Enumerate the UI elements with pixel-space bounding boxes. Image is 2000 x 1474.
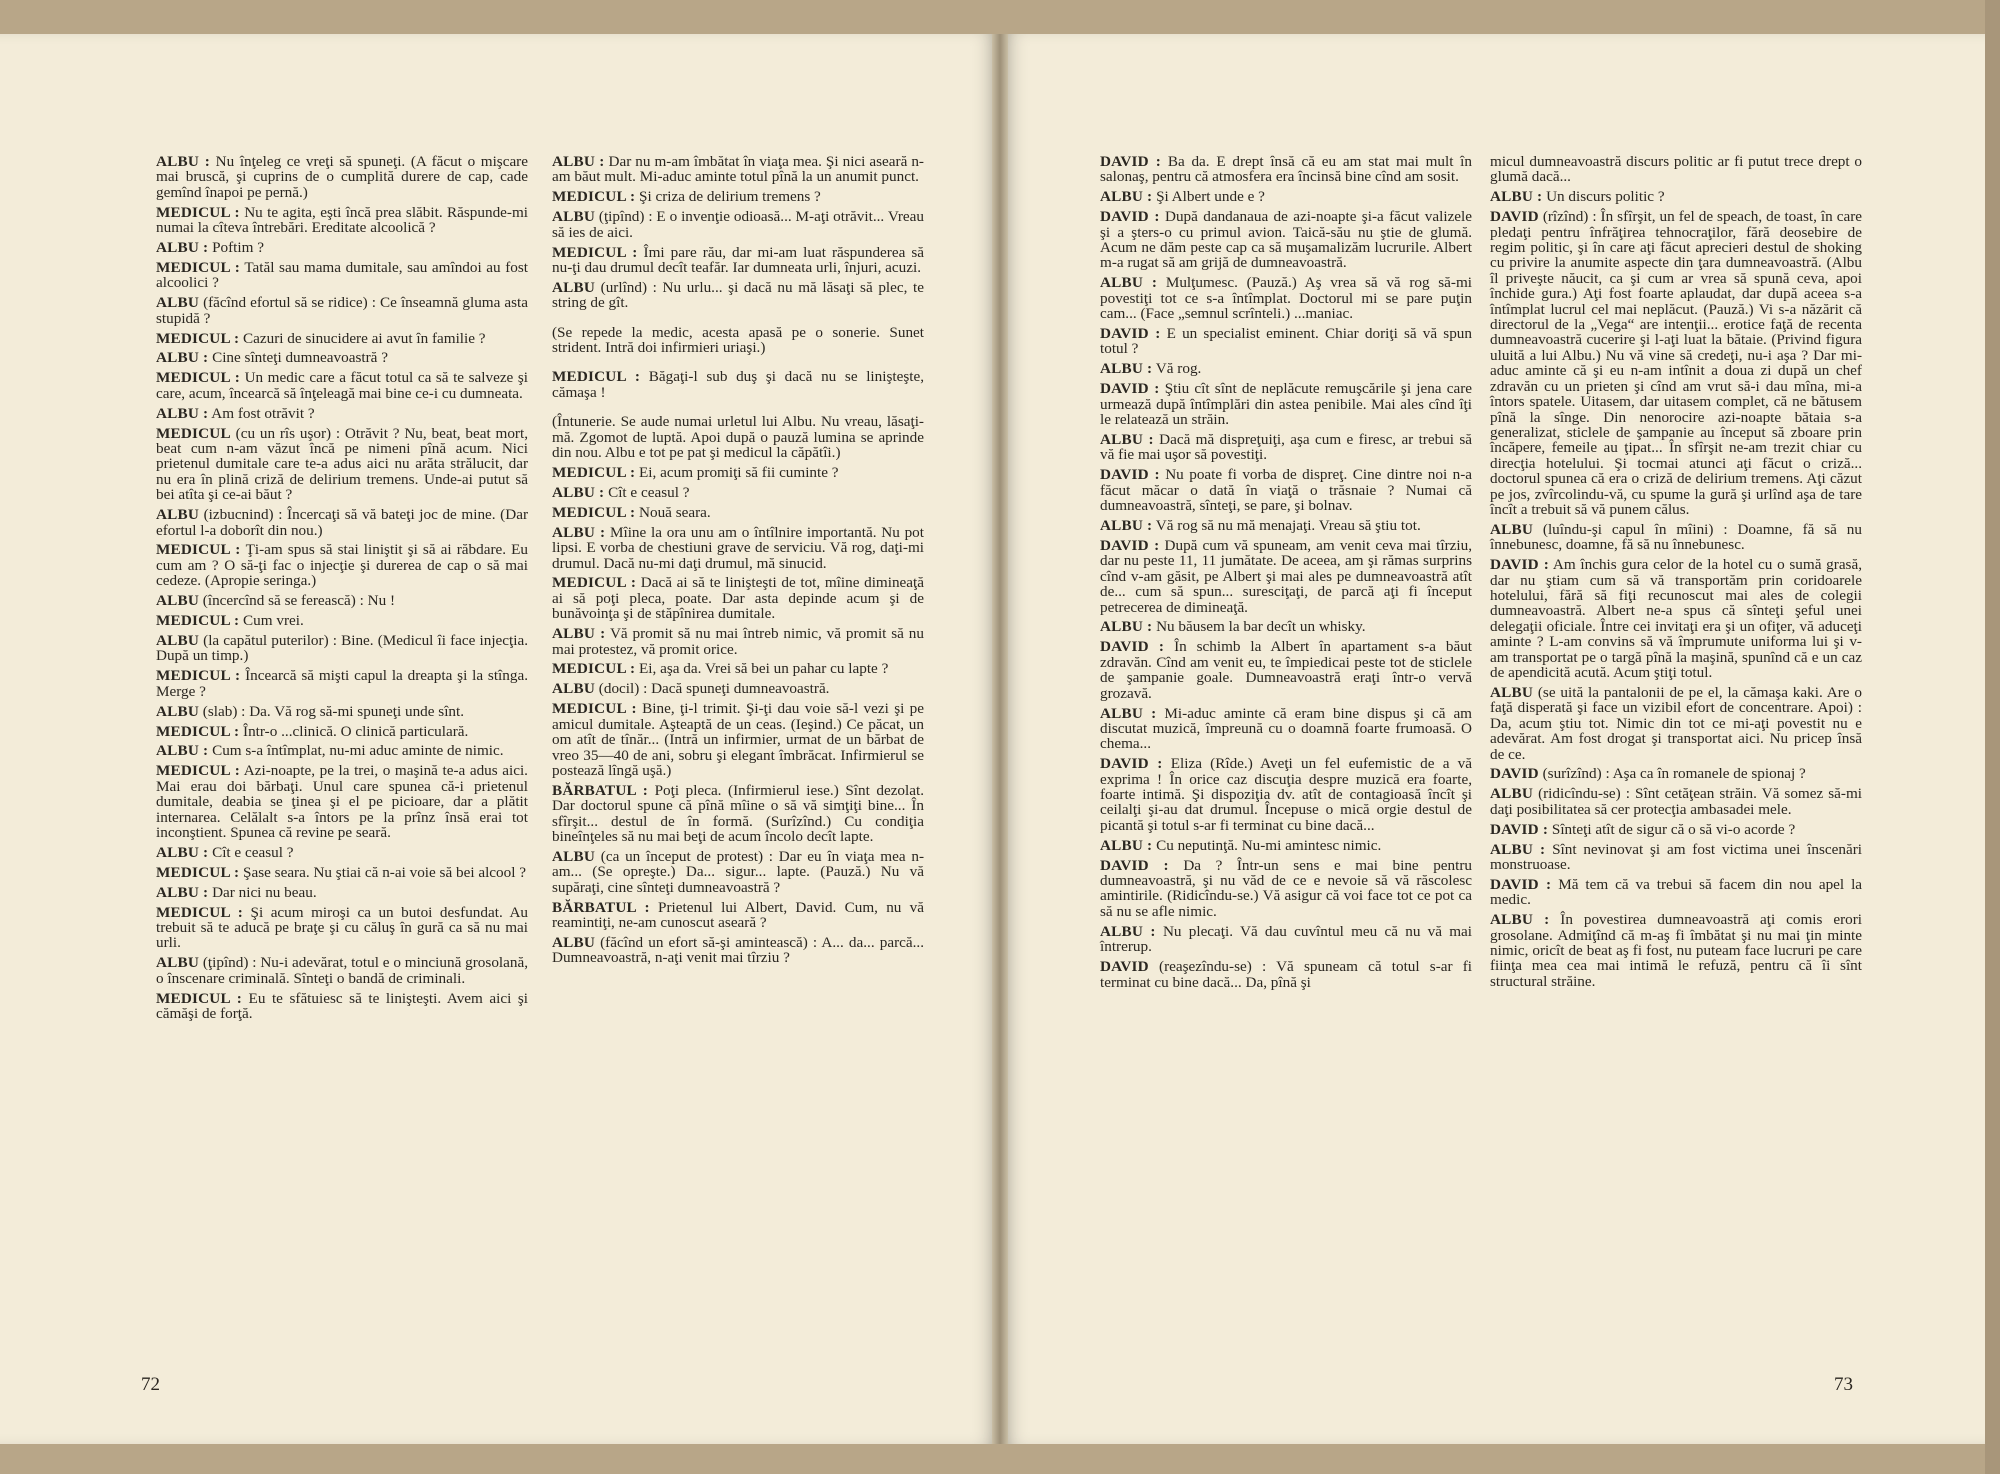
line-text: Dar nu m-am îmbătat în viaţa mea. Şi nici aseară n-am băut mult. Mi-aduc aminte totul pînă la un anumit punct. (552, 153, 924, 186)
speaker-name: ALBU (552, 208, 595, 226)
line-text: Cazuri de sinucidere ai avut în familie ? (243, 329, 486, 347)
dialogue-line (156, 991, 528, 1022)
speaker-name: MEDICUL : (156, 722, 240, 740)
line-text: (ca un început de protest) : Dar eu în viaţa mea n-am... (Se opreşte.) Da... sigur... lapte. (Pauză.) Nu vă supăraţi, cine sînteţi dumneavoastră ? (552, 847, 924, 896)
dialogue-line (1100, 326, 1472, 357)
book-gutter (992, 34, 1008, 1444)
speaker-name: MEDICUL : (156, 667, 241, 685)
dialogue-line (552, 783, 924, 845)
speaker-name: DAVID : (1100, 536, 1160, 554)
dialogue-line (1490, 822, 1862, 837)
speaker-name: ALBU : (156, 742, 209, 760)
right-page-column-2 (1490, 154, 1862, 994)
dialogue-line (1490, 557, 1862, 680)
line-text: Şi Albert unde e ? (1156, 188, 1265, 206)
dialogue-line (1100, 756, 1472, 833)
dialogue-line (156, 613, 528, 628)
dialogue-line (1100, 924, 1472, 955)
stage-direction (1490, 154, 1862, 185)
speaker-name: MEDICUL : (156, 258, 241, 276)
speaker-name: ALBU : (1490, 188, 1543, 206)
line-text: micul dumneavoastră discurs politic ar fi putut trece drept o glumă dacă... (1490, 153, 1862, 186)
speaker-name: ALBU (1490, 520, 1533, 538)
speaker-name: MEDICUL : (156, 329, 240, 347)
line-text: (încercînd să se ferească) : Nu ! (202, 592, 396, 610)
book-cover-top (0, 0, 2000, 34)
speaker-name: ALBU : (1100, 360, 1153, 378)
dialogue-line (1100, 189, 1472, 204)
speaker-name: MEDICUL : (156, 903, 243, 921)
line-text: Bine, ţi-l trimit. Şi-ţi dau voie să-l vezi şi pe amicul dumitale. Aşteaptă de un ceas. (Ieşind.) Ce păcat, un om atît de tînăr... (Intră un infirmier, urmat de un bărbat de vreo 35—40 de ani, sobru şi elegant îmbrăcat. Infirmierul se postează lîngă uşă.) (552, 700, 925, 779)
speaker-name: ALBU (1490, 785, 1533, 803)
speaker-name: ALBU : (156, 883, 209, 901)
speaker-name: ALBU : (1100, 517, 1153, 535)
speaker-name: ALBU : (1100, 274, 1158, 292)
line-text: (rîzînd) : În sfîrşit, un fel de speach, de toast, în care pledaţi pentru înfrăţirea tehnocraţilor, fără deosebire de regim politic, şi în care aţi făcut aprecieri destul de shoking cu privire la anumite aspecte din ţara dumneavoastră. (Albu îl priveşte năucit, ca şi cum ar vrea să spună ceva, apoi închide gura.) Aţi fost foarte aplaudat, dar după aceea s-a întîmplat lucrul cel mai neplăcut. (Pauză.) Vi s-a năzărit că directorul de la „Vega“ are intenţii... erotice faţă de recenta dumneavoastră cucerire şi l-aţi luat la bătaie. (Privind figura uluită a lui Albu.) Nu vă vine să credeţi, nu-i aşa ? Dar mi-aduc aminte că şi eu n-am intînit a doua zi după un chef zdravăn cu un prieten şi cînd am vrut să-i dau mîna, mi-a întors spatele. Uitasem, dar uitasem complet, că ne bătusem pînă la sînge. Din nenorocire azi-noapte bătaia s-a generalizat, sticlele de şampanie au început să zboare prin încăpere, femeile au ţipat... În sfîrşit ne-am trezit chiar cu direcţia hotelului. Şi tocmai atunci aţi făcut o criză... doctorul spunea că era o criză de delirium tremens. Aţi căzut pe jos, zvîrcolindu-vă, cu spume la gură şi urlînd aşa de tare încît a trebuit să vă punem călus. (1490, 208, 1862, 518)
dialogue-line (552, 505, 924, 520)
line-text: Ştiu cît sînt de neplăcute remuşcările şi jena care urmează după întîmplări din astea penibile. Mai ales cînd îţi le relatează un străin. (1100, 380, 1473, 429)
dialogue-line (156, 205, 528, 236)
dialogue-line (1490, 786, 1862, 817)
line-text: Cum vrei. (243, 612, 304, 630)
line-text: Eu te sfătuiesc să te linişteşti. Avem aici şi cămăşi de forţă. (156, 989, 528, 1022)
dialogue-line (156, 426, 528, 503)
line-text: Am fost otrăvit ? (211, 404, 315, 422)
speaker-name: ALBU : (552, 483, 605, 501)
line-text: (făcînd un efort să-şi amintească) : A... da... parcă... Dumneavoastră, n-aţi venit mai tîrziu ? (552, 933, 925, 967)
line-text: Ei, aşa da. Vrei să bei un pahar cu lapte ? (639, 660, 889, 678)
dialogue-line (552, 900, 924, 931)
line-text: Mă tem că va trebui să facem din nou apel la medic. (1490, 875, 1863, 909)
dialogue-line (156, 865, 528, 880)
dialogue-line (552, 661, 924, 676)
line-text: Încearcă să mişti capul la dreapta şi la stînga. Merge ? (156, 667, 528, 700)
line-text: (făcînd efortul să se ridice) : Ce înseamnă gluma asta stupidă ? (156, 294, 529, 327)
speaker-name: ALBU : (552, 153, 605, 170)
dialogue-line (156, 885, 528, 900)
line-text: Şi acum miroşi ca un butoi desfundat. Au trebuit să te aducă pe braţe şi cu căluş în gură ca să nu mai urli. (156, 903, 529, 952)
line-text: Nu băusem la bar decît un whisky. (1156, 618, 1366, 636)
speaker-name: ALBU (1490, 683, 1533, 701)
speaker-name: MEDICUL : (552, 188, 636, 206)
speaker-name: ALBU : (1100, 836, 1153, 854)
dialogue-line (552, 189, 924, 204)
line-text: Mi-aduc aminte că eram bine dispus şi că am discutat muzică, împreună cu o doamnă foarte frumoasă. O chema... (1100, 704, 1472, 753)
right-page-column-1 (1100, 154, 1472, 994)
dialogue-line (156, 154, 528, 200)
line-text: Am închis gura celor de la hotel cu o sumă grasă, dar nu ştiam cum să vă transportăm prin coridoarele hotelului, fără să fiţi recunoscut mai ales de colegii dumneavoastră. Albert ne-a spus că sînteţi şeful unei delegaţii oficiale. Între cei invitaţi era şi un ofiţer, vă aduceţi aminte ? L-am convins să vă împrumute uniforma lui şi v-am transportat pe o targă pînă la maşină, spunînd că e un caz de apendicită acută. Acum ştiţi totul. (1490, 556, 1863, 681)
line-text: Şase seara. Nu ştiai că n-ai voie să bei alcool ? (243, 863, 526, 881)
dialogue-line (156, 743, 528, 758)
dialogue-line (156, 240, 528, 255)
dialogue-line (156, 507, 528, 538)
speaker-name: BĂRBATUL : (552, 898, 650, 916)
line-text: E un specialist eminent. Chiar doriţi să vă spun totul ? (1100, 325, 1472, 358)
line-text: Un discurs politic ? (1546, 188, 1665, 206)
line-text: (ţipînd) : Nu-i adevărat, totul e o minciună grosolană, o înscenare criminală. Sînteţi o bandă de criminali. (156, 954, 528, 987)
line-text: (slab) : Da. Vă rog să-mi spuneţi unde sînt. (202, 702, 465, 720)
line-text: (Întunerie. Se aude numai urletul lui Albu. Nu vreau, lăsaţi-mă. Zgomot de luptă. Apoi după o pauză lumina se aprinde din nou. Albu e tot pe pat şi medicul la căpătîi.) (552, 413, 924, 462)
line-text: Şi criza de delirium tremens ? (639, 188, 821, 206)
dialogue-line (552, 465, 924, 480)
line-text: Poftim ? (212, 239, 264, 257)
line-text: (reaşezîndu-se) : Vă spuneam că totul s-ar fi terminat cu bine dacă... Da, pînă şi (1100, 958, 1473, 991)
dialogue-line (552, 701, 924, 778)
dialogue-line (156, 668, 528, 699)
speaker-name: ALBU : (552, 625, 606, 643)
line-text: Îmi pare rău, dar mi-am luat răspunderea să nu-ţi dau drumul decît teafăr. Iar dumneata urli, înjuri, acuzi. (552, 243, 924, 276)
line-text: (ţipînd) : E o invenţie odioasă... M-aţi otrăvit... Vreau să ies de aici. (552, 208, 925, 241)
speaker-name: MEDICUL : (156, 541, 241, 559)
speaker-name: ALBU (156, 506, 199, 524)
speaker-name: MEDICUL : (552, 574, 637, 592)
dialogue-line (1490, 766, 1862, 781)
speaker-name: MEDICUL : (156, 369, 240, 387)
dialogue-line (1490, 842, 1862, 873)
speaker-name: ALBU : (156, 349, 209, 367)
speaker-name: MEDICUL : (156, 612, 240, 630)
dialogue-line (156, 593, 528, 608)
dialogue-line (552, 575, 924, 621)
dialogue-line (156, 845, 528, 860)
speaker-name: MEDICUL : (552, 368, 641, 386)
speaker-name: ALBU : (156, 843, 209, 861)
dialogue-line (1100, 518, 1472, 533)
dialogue-line (1100, 275, 1472, 321)
dialogue-line (1100, 209, 1472, 271)
speaker-name: ALBU : (1490, 911, 1550, 929)
line-text: Vă rog să nu mă menajaţi. Vreau să ştiu tot. (1155, 517, 1421, 535)
line-text: Da ? Într-un sens e mai bine pentru dumneavoastră, şi nu văd de ce e nevoie să vă răscolesc amintirile. (Ridicîndu-se.) Vă asigur că voi face tot ce pot ca să nu se afle nimic. (1100, 856, 1472, 920)
dialogue-line (1100, 467, 1472, 513)
dialogue-line (1490, 209, 1862, 517)
speaker-name: DAVID : (1100, 638, 1165, 656)
line-text: Nu plecaţi. Vă dau cuvîntul meu că nu vă mai întrerup. (1100, 922, 1472, 956)
speaker-name: MEDICUL : (552, 243, 638, 261)
dialogue-line (1490, 912, 1862, 989)
speaker-name: DAVID : (1100, 208, 1160, 226)
speaker-name: ALBU (156, 954, 199, 972)
line-text: În schimb la Albert în apartament s-a băut zdravăn. Cînd am venit eu, te împiedicai peste tot de sticlele de şampanie goale. Dumneavoastră eraţi într-o vervă grozavă. (1100, 638, 1473, 702)
line-text: Cine sînteţi dumneavoastră ? (212, 349, 388, 367)
line-text: (docil) : Dacă spuneţi dumneavoastră. (598, 680, 830, 698)
right-page-number: 73 (1834, 1374, 1853, 1395)
speaker-name: MEDICUL : (156, 863, 240, 881)
speaker-name: DAVID (1100, 958, 1149, 976)
dialogue-line (1100, 538, 1472, 615)
dialogue-line (552, 525, 924, 571)
line-text: Eliza (Rîde.) Aveţi un fel eufemistic de a vă exprima ! În orice caz discuţia despre muzică era foarte, foarte intimă. Şi dispoziţia dv. atît de contagioasă încît şi ceilalţi şi-au dat drumul. Începuse o mică orgie destul de picantă şi totul s-ar fi terminat cu bine dacă... (1100, 755, 1473, 834)
dialogue-line (1100, 619, 1472, 634)
line-text: Ba da. E drept însă că eu am stat mai mult în salonaş, pentru că atmosfera era încinsă bine cînd am sosit. (1100, 153, 1472, 186)
line-text: Cum s-a întîmplat, nu-mi aduc aminte de nimic. (212, 742, 504, 760)
line-text: Nouă seara. (639, 503, 711, 521)
speaker-name: ALBU (156, 631, 199, 649)
line-text: (izbucnind) : Încercaţi să vă bateţi joc de mine. (Dar efortul l-a doborît din nou.) (156, 506, 528, 539)
dialogue-line (552, 280, 924, 311)
line-text: Într-o ...clinică. O clinică particulară. (243, 722, 469, 740)
speaker-name: ALBU : (1100, 618, 1153, 636)
speaker-name: ALBU : (1100, 431, 1154, 448)
line-text: (surîzînd) : Aşa ca în romanele de spionaj ? (1542, 765, 1806, 783)
line-text: Nu înţeleg ce vreţi să spuneţi. (A făcut o mişcare mai bruscă, şi cuprins de o cumplită durere de cap, cade gemînd înapoi pe pernă.) (156, 153, 528, 201)
speaker-name: ALBU (156, 702, 199, 720)
dialogue-line (552, 369, 924, 400)
line-text: (urlînd) : Nu urlu... şi dacă nu mă lăsaţi să plec, te string de gît. (552, 278, 925, 312)
speaker-name: ALBU : (156, 239, 209, 257)
speaker-name: MEDICUL : (552, 503, 636, 521)
line-text: Cît e ceasul ? (608, 483, 690, 501)
dialogue-line (156, 763, 528, 840)
speaker-name: ALBU (156, 294, 199, 312)
stage-direction (552, 325, 924, 356)
line-text: Un medic care a făcut totul ca să te salveze şi care, acum, încearcă să înţeleagă mai bine ce-i cu dumneata. (156, 369, 528, 402)
dialogue-line (1490, 189, 1862, 204)
speaker-name: DAVID : (1100, 153, 1162, 170)
line-text: Cu neputinţă. Nu-mi amintesc nimic. (1156, 836, 1382, 854)
line-text: Dacă ai să te linişteşti de tot, mîine dimineaţă ai să poţi pleca, poate. Dar asta depinde acum şi de bunăvoinţa şi de stăpînirea dumitale. (552, 574, 925, 623)
line-text: Nu poate fi vorba de dispreţ. Cine dintre noi n-a făcut măcar o dată în viaţă o trăsnaie ? Numai că dumneavoastră, sînteţi, se pare, şi bolnav. (1100, 466, 1473, 515)
line-text: Vă rog. (1155, 360, 1202, 378)
book-cover-bottom (0, 1444, 2000, 1474)
speaker-name: MEDICUL (156, 424, 231, 442)
speaker-name: ALBU (552, 933, 595, 951)
line-text: Sînteţi atît de sigur că o să vi-o acorde ? (1551, 820, 1796, 838)
dialogue-line (1100, 381, 1472, 427)
stage-direction (552, 414, 924, 460)
line-text: Mulţumesc. (Pauză.) Aş vrea să vă rog să-mi povestiţi tot ce s-a întîmplat. Doctorul mi se pare puţin cam... (Face „semnul scrînteli.) ...maniac. (1100, 274, 1472, 323)
dialogue-line (156, 955, 528, 986)
dialogue-line (552, 849, 924, 895)
line-text: Poţi pleca. (Infirmierul iese.) Sînt dezolat. Dar doctorul spune că pînă mîine o să vă simţiţi bine... În sfîrşit... destul de în formă. (Surîzînd.) Cu condiţia bineînţeles să nu mai beţi de acum încolo decît lapte. (552, 781, 925, 846)
line-text: Nu te agita, eşti încă prea slăbit. Răspunde-mi numai la cîteva întrebări. Ereditate alcoolică ? (156, 203, 528, 237)
speaker-name: MEDICUL : (156, 203, 240, 221)
speaker-name: DAVID : (1490, 820, 1549, 838)
speaker-name: ALBU : (1100, 188, 1153, 206)
dialogue-line (1100, 959, 1472, 990)
speaker-name: ALBU : (1490, 840, 1546, 858)
left-page (0, 34, 1000, 1444)
dialogue-line (156, 542, 528, 588)
dialogue-line (156, 331, 528, 346)
line-text: (cu un rîs uşor) : Otrăvit ? Nu, beat, beat mort, beat cum n-am văzut încă pe nimeni pînă acum. Nici prietenul dumitale care te-a adus aici nu arăta strălucit, dar nu era în plină criză de delirium tremens. Unde-ai putut să bei atîta şi ce-ai băut ? (156, 424, 529, 504)
line-text: După dandanaua de azi-noapte şi-a făcut valizele şi a şters-o cu primul avion. Taică-său nu ştie de glumă. Acum ne dăm peste cap ca să muşamalizăm lucrurile. Albert m-a rugat să am grijă de dumneavoastră. (1100, 208, 1473, 272)
dialogue-line (552, 245, 924, 276)
line-text: Vă promit să nu mai întreb nimic, vă promit să nu mai protestez, vă promit orice. (552, 625, 924, 658)
dialogue-line (156, 704, 528, 719)
line-text: Dacă mă dispreţuiţi, aşa cum e firesc, ar trebui să vă fie mai uşor să povestiţi. (1100, 431, 1472, 464)
speaker-name: ALBU (552, 278, 595, 296)
speaker-name: MEDICUL : (552, 660, 636, 678)
speaker-name: ALBU (552, 680, 595, 698)
speaker-name: DAVID : (1100, 466, 1160, 484)
dialogue-line (156, 724, 528, 739)
dialogue-line (156, 295, 528, 326)
speaker-name: DAVID (1490, 208, 1539, 226)
dialogue-line (552, 209, 924, 240)
speaker-name: DAVID : (1100, 325, 1161, 343)
dialogue-line (552, 681, 924, 696)
dialogue-line (1100, 858, 1472, 920)
speaker-name: MEDICUL : (156, 989, 242, 1007)
line-text: Dar nici nu beau. (212, 883, 317, 901)
line-text: Ţi-am spus să stai liniştit şi să ai răbdare. Eu cum am ? O să-ţi fac o injecţie şi durerea de cap o să mai cedeze. (Apropie seringa.) (156, 541, 528, 590)
dialogue-line (552, 935, 924, 966)
right-page (1000, 34, 1985, 1444)
dialogue-line (156, 406, 528, 421)
line-text: (luîndu-şi capul în mîini) : Doamne, fă să nu înnebunesc, doamne, fă să nu înnebunesc. (1490, 520, 1862, 554)
speaker-name: MEDICUL : (552, 700, 637, 718)
line-text: (se uită la pantalonii de pe el, la cămaşa kaki. Are o faţă disperată şi face un vizibil efort de concentrare. Apoi) : Da, acum ştiu tot. Nimic din tot ce mi-aţi povestit nu e adevărat. Am fost drogat şi transportat aici. Nu pricep însă de ce. (1490, 683, 1862, 763)
line-text: Băgaţi-l sub duş şi dacă nu se linişteşte, cămaşa ! (552, 368, 925, 401)
dialogue-line (156, 260, 528, 291)
left-page-column-2 (552, 154, 924, 970)
dialogue-line (156, 633, 528, 664)
dialogue-line (1490, 522, 1862, 553)
dialogue-line (1100, 639, 1472, 701)
speaker-name: DAVID : (1100, 755, 1163, 773)
speaker-name: DAVID : (1100, 856, 1169, 874)
dialogue-line (552, 485, 924, 500)
speaker-name: ALBU : (156, 404, 209, 422)
dialogue-line (1490, 685, 1862, 762)
dialogue-line (156, 905, 528, 951)
book-cover-right-edge (1985, 0, 2000, 1474)
dialogue-line (1100, 154, 1472, 185)
line-text: Mîine la ora unu am o întîlnire importantă. Nu pot lipsi. E vorba de chestiuni grave de serviciu. Vă rog, daţi-mi drumul. Dacă nu-mi daţi drumul, mă sinucid. (552, 523, 925, 572)
speaker-name: ALBU : (1100, 704, 1157, 722)
left-page-number: 72 (141, 1374, 160, 1395)
speaker-name: ALBU (156, 592, 199, 610)
line-text: (ridicîndu-se) : Sînt cetăţean străin. Vă somez să-mi daţi posibilitatea să cer protecţia ambasadei mele. (1490, 785, 1863, 818)
line-text: (la capătul puterilor) : Bine. (Medicul îi face injecţia. După un timp.) (156, 631, 528, 665)
speaker-name: DAVID : (1490, 875, 1552, 893)
line-text: După cum vă spuneam, am venit ceva mai tîrziu, dar nu peste 11, 11 jumătate. De aceea, am şi rămas surprins cînd v-am găsit, pe Albert şi mai ales pe dumneavoastră atît de... cum să spun... suresciţaţi, de parcă aţi fi început petrecerea de dimineaţă. (1100, 536, 1473, 616)
speaker-name: MEDICUL : (156, 762, 241, 780)
line-text: (Se repede la medic, acesta apasă pe o sonerie. Sunet strident. Intră doi infirmieri uriaşi.) (552, 323, 924, 357)
dialogue-line (1100, 706, 1472, 752)
speaker-name: BĂRBATUL : (552, 781, 649, 799)
dialogue-line (156, 350, 528, 365)
dialogue-line (1100, 432, 1472, 463)
line-text: În povestirea dumneavoastră aţi comis erori grosolane. Admiţînd că m-aş fi îmbătat şi nu mai ţin minte nimic, oricît de beat aş fi fost, nu puteam face lucruri pe care fiinţa mea cea mai intimă le refuză, pentru că îi sînt structural străine. (1490, 911, 1862, 990)
speaker-name: DAVID : (1100, 380, 1160, 398)
dialogue-line (1490, 877, 1862, 908)
speaker-name: ALBU : (156, 153, 211, 170)
speaker-name: ALBU : (1100, 922, 1156, 940)
speaker-name: DAVID (1490, 765, 1539, 783)
speaker-name: DAVID : (1490, 556, 1550, 574)
dialogue-line (552, 626, 924, 657)
line-text: Prietenul lui Albert, David. Cum, nu vă reamintiţi, ne-am cunoscut aseară ? (552, 898, 924, 932)
speaker-name: MEDICUL : (552, 464, 636, 481)
line-text: Sînt nevinovat şi am fost victima unei înscenări monstruoase. (1490, 840, 1862, 873)
line-text: Cît e ceasul ? (212, 843, 294, 861)
dialogue-line (1100, 361, 1472, 376)
line-text: Ei, acum promiţi să fii cuminte ? (639, 464, 839, 481)
dialogue-line (552, 154, 924, 185)
speaker-name: ALBU (552, 847, 595, 865)
line-text: Azi-noapte, pe la trei, o maşină te-a adus aici. Mai erau doi bărbaţi. Unul care spunea că-i prietenul dumitale, deabia se ţinea şi el pe picioare, dar a plătit internarea. Celălalt s-a întors pe la prînz însă erai tot inconştient. Spunea că revine pe seară. (156, 762, 528, 841)
left-page-column-1 (156, 154, 528, 1026)
dialogue-line (1100, 838, 1472, 853)
line-text: Tatăl sau mama dumitale, sau amîndoi au fost alcoolici ? (156, 258, 528, 292)
dialogue-line (156, 370, 528, 401)
speaker-name: ALBU : (552, 523, 606, 541)
